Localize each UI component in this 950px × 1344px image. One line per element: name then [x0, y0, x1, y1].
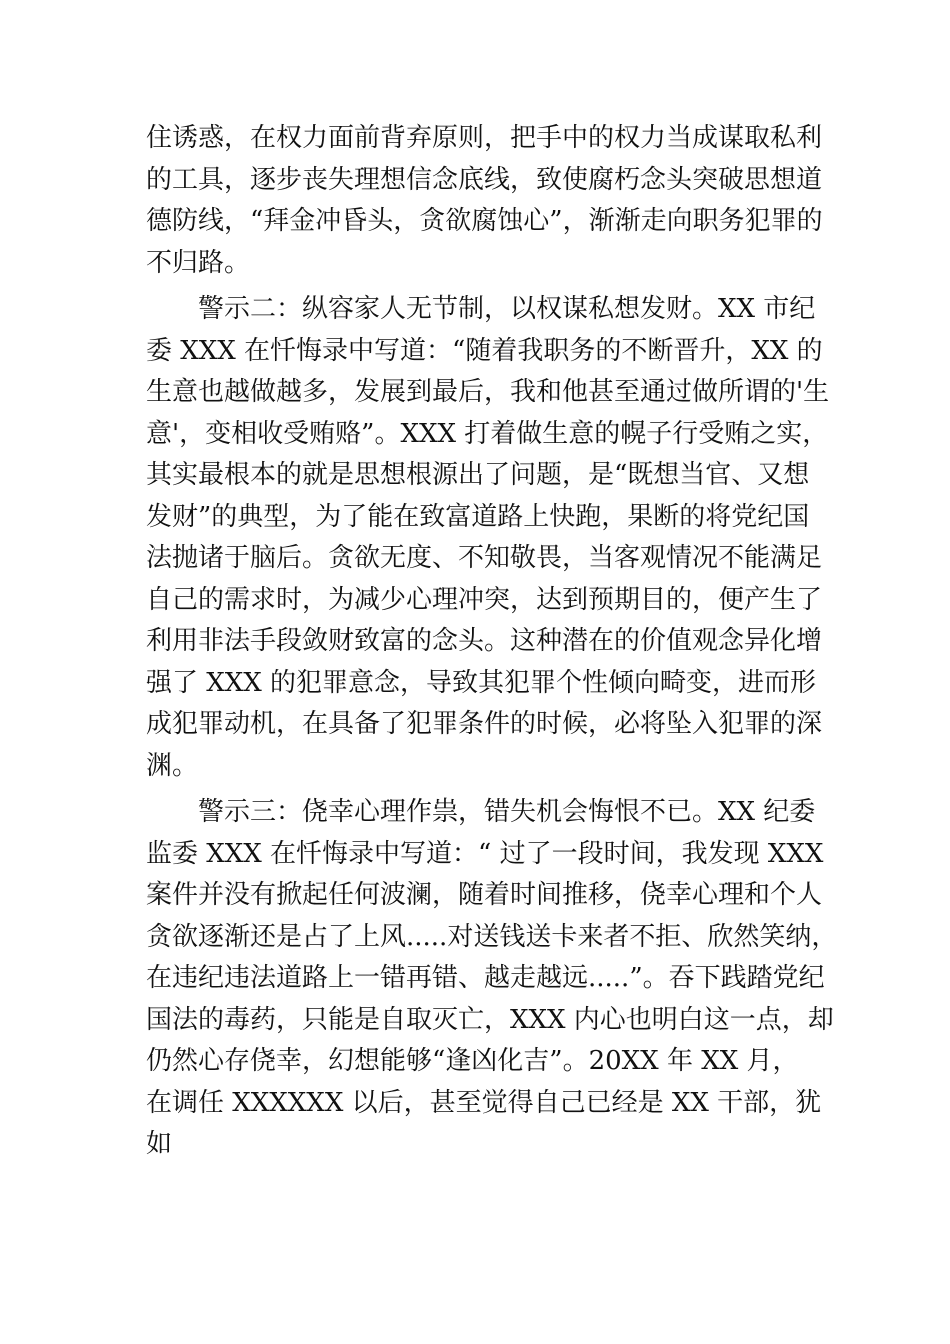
text-line: 渊。: [146, 750, 199, 781]
text-line: 利用非法手段敛财致富的念头。这种潜在的价值观念异化增: [146, 626, 823, 656]
text-line: 监委 XXX 在忏悔录中写道：“ 过了一段时间，我发现 XXX: [146, 838, 824, 869]
text-line: 法抛诸于脑后。贪欲无度、不知敬畏，当客观情况不能满足: [146, 543, 823, 573]
text-line: 仍然心存侥幸，幻想能够“逢凶化吉”。20XX 年 XX 月，: [146, 1046, 799, 1076]
text-line: 自己的需求时，为减少心理冲突，达到预期目的，便产生了: [146, 584, 823, 615]
text-line: 如: [146, 1129, 173, 1159]
text-line: 意'，变相收受贿赂”。XXX 打着做生意的幌子行受贿之实，: [146, 418, 829, 449]
body-text: [146, 118, 838, 1166]
text-line: 在违纪违法道路上一错再错、越走越远.....”。吞下践踏党纪: [146, 963, 825, 993]
text-line: 国法的毒药，只能是自取灭亡，XXX 内心也明白这一点，却: [146, 1004, 834, 1035]
text-line: 警示三：侥幸心理作祟，错失机会悔恨不已。XX 纪委: [146, 797, 816, 827]
text-line: 贪欲逐渐还是占了上风.....对送钱送卡来者不拒、欣然笑纳，: [146, 921, 838, 952]
text-line: 委 XXX 在忏悔录中写道：“随着我职务的不断晋升，XX 的: [146, 335, 823, 366]
text-line: 住诱惑，在权力面前背弃原则，把手中的权力当成谋取私利: [146, 123, 823, 153]
text-line: 其实最根本的就是思想根源出了问题，是“既想当官、又想: [146, 460, 810, 490]
text-line: 案件并没有掀起任何波澜，随着时间推移，侥幸心理和个人: [146, 880, 823, 910]
text-line: 发财”的典型，为了能在致富道路上快跑，果断的将党纪国: [146, 501, 810, 532]
text-line: 的工具，逐步丧失理想信念底线，致使腐朽念头突破思想道: [146, 164, 823, 195]
text-line: 德防线，“拜金冲昏头，贪欲腐蚀心”，渐渐走向职务犯罪的: [146, 206, 823, 236]
text-line: 警示二：纵容家人无节制，以权谋私想发财。XX 市纪: [146, 294, 816, 324]
text-line: 不归路。: [146, 247, 251, 278]
text-line: 生意也越做越多，发展到最后，我和他甚至通过做所谓的'生: [146, 377, 830, 407]
text-line: 强了 XXX 的犯罪意念，导致其犯罪个性倾向畸变，进而形: [146, 667, 817, 698]
text-line: 在调任 XXXXXX 以后，甚至觉得自己已经是 XX 干部，犹: [146, 1087, 822, 1118]
text-line: 成犯罪动机，在具备了犯罪条件的时候，必将坠入犯罪的深: [146, 709, 823, 739]
